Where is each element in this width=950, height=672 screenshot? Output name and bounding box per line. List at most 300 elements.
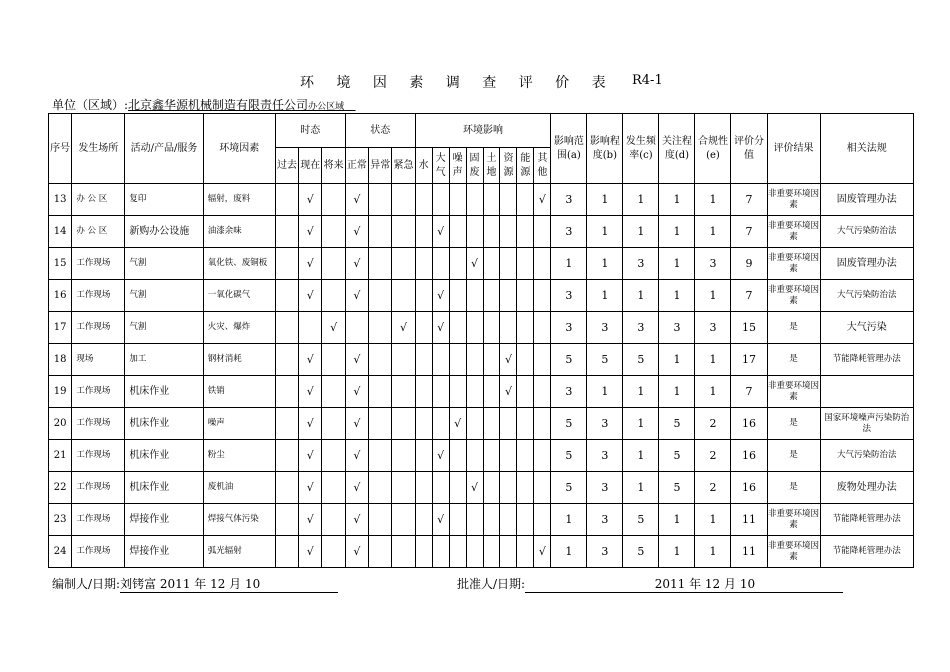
row-state-cell-2 [392, 184, 415, 216]
row-time-cell-2 [322, 472, 345, 504]
row-score: 7 [731, 376, 767, 408]
table-row [49, 408, 914, 440]
row-state-cell-2 [392, 504, 415, 536]
row-a: 3 [551, 184, 587, 216]
row-a: 1 [551, 504, 587, 536]
row-seq: 23 [49, 504, 72, 536]
unit-line [52, 96, 356, 113]
table-row [49, 472, 914, 504]
header-freq: 发生频率(c) [623, 114, 659, 184]
row-impact-cell-1: √ [432, 312, 449, 344]
header-impact-sub-0: 水 [415, 148, 432, 184]
row-time-cell-2: √ [322, 312, 345, 344]
row-impact-cell-2 [449, 344, 466, 376]
row-impact-cell-4 [483, 248, 500, 280]
row-impact-cell-6 [517, 280, 534, 312]
row-time-cell-0 [275, 216, 298, 248]
row-state-cell-0: √ [345, 216, 368, 248]
row-score: 9 [731, 248, 767, 280]
header-time: 时态 [275, 114, 345, 148]
row-impact-cell-5 [500, 184, 517, 216]
row-state-cell-0: √ [345, 184, 368, 216]
row-factor: 油漆余味 [203, 216, 275, 248]
row-state-cell-0: √ [345, 472, 368, 504]
row-state-cell-1 [369, 184, 392, 216]
row-factor: 粉尘 [203, 440, 275, 472]
header-place: 发生场所 [72, 114, 125, 184]
row-score: 7 [731, 184, 767, 216]
row-c: 5 [623, 504, 659, 536]
row-time-cell-2 [322, 248, 345, 280]
row-state-cell-1 [369, 408, 392, 440]
row-impact-cell-5 [500, 216, 517, 248]
row-result: 非重要环境因素 [767, 280, 820, 312]
row-impact-cell-4 [483, 408, 500, 440]
row-result: 是 [767, 408, 820, 440]
row-factor: 一氧化碳气 [203, 280, 275, 312]
row-law: 固废管理办法 [820, 184, 913, 216]
row-state-cell-1 [369, 440, 392, 472]
row-impact-cell-1 [432, 248, 449, 280]
row-impact-cell-6 [517, 312, 534, 344]
row-impact-cell-7: √ [534, 184, 551, 216]
row-state-cell-0: √ [345, 504, 368, 536]
row-a: 5 [551, 408, 587, 440]
row-impact-cell-7 [534, 408, 551, 440]
row-result: 是 [767, 344, 820, 376]
header-factor: 环境因素 [203, 114, 275, 184]
editor-value-text: 刘铐富 2011 年 12 月 10 [120, 577, 261, 591]
row-state-cell-1 [369, 376, 392, 408]
row-impact-cell-4 [483, 536, 500, 568]
row-impact-cell-6 [517, 376, 534, 408]
header-time-sub-1: 现在 [299, 148, 322, 184]
row-seq: 24 [49, 536, 72, 568]
header-state-sub-1: 异常 [369, 148, 392, 184]
row-time-cell-1: √ [299, 344, 322, 376]
row-score: 7 [731, 280, 767, 312]
row-impact-cell-0 [415, 216, 432, 248]
row-place: 工作现场 [72, 376, 125, 408]
row-impact-cell-6 [517, 504, 534, 536]
header-impact-sub-4: 土地 [483, 148, 500, 184]
row-time-cell-1: √ [299, 216, 322, 248]
row-factor: 弧光辐射 [203, 536, 275, 568]
header-state-sub-2: 紧急 [392, 148, 415, 184]
row-time-cell-0 [275, 184, 298, 216]
row-impact-cell-5: √ [500, 344, 517, 376]
row-time-cell-0 [275, 536, 298, 568]
row-impact-cell-2 [449, 536, 466, 568]
row-place: 工作现场 [72, 440, 125, 472]
row-state-cell-2 [392, 472, 415, 504]
row-impact-cell-0 [415, 536, 432, 568]
row-factor: 铁销 [203, 376, 275, 408]
row-time-cell-1 [299, 312, 322, 344]
row-a: 3 [551, 376, 587, 408]
row-b: 5 [587, 344, 623, 376]
row-d: 1 [659, 248, 695, 280]
row-state-cell-2 [392, 280, 415, 312]
row-seq: 21 [49, 440, 72, 472]
row-impact-cell-7 [534, 216, 551, 248]
row-impact-cell-3 [466, 536, 483, 568]
row-state-cell-1 [369, 536, 392, 568]
row-d: 5 [659, 440, 695, 472]
row-c: 1 [623, 472, 659, 504]
row-impact-cell-7 [534, 472, 551, 504]
row-c: 1 [623, 280, 659, 312]
row-state-cell-2 [392, 248, 415, 280]
row-state-cell-2 [392, 344, 415, 376]
row-time-cell-0 [275, 408, 298, 440]
row-impact-cell-5 [500, 440, 517, 472]
header-impact-sub-3: 固废 [466, 148, 483, 184]
row-factor: 噪声 [203, 408, 275, 440]
header-seq: 序号 [49, 114, 72, 184]
row-impact-cell-5 [500, 408, 517, 440]
row-impact-cell-4 [483, 184, 500, 216]
row-impact-cell-3: √ [466, 248, 483, 280]
row-activity: 气割 [125, 280, 203, 312]
row-place: 工作现场 [72, 408, 125, 440]
row-place: 办 公 区 [72, 216, 125, 248]
row-e: 2 [695, 440, 731, 472]
row-factor: 钢材消耗 [203, 344, 275, 376]
row-time-cell-2 [322, 376, 345, 408]
row-law: 大气污染防治法 [820, 216, 913, 248]
row-e: 1 [695, 504, 731, 536]
row-time-cell-1: √ [299, 280, 322, 312]
row-time-cell-2 [322, 440, 345, 472]
row-d: 1 [659, 184, 695, 216]
row-impact-cell-7 [534, 280, 551, 312]
row-result: 非重要环境因素 [767, 504, 820, 536]
row-factor: 废机油 [203, 472, 275, 504]
row-impact-cell-4 [483, 376, 500, 408]
row-impact-cell-2 [449, 472, 466, 504]
row-impact-cell-3 [466, 312, 483, 344]
row-place: 工作现场 [72, 312, 125, 344]
row-d: 1 [659, 504, 695, 536]
row-state-cell-2: √ [392, 312, 415, 344]
row-impact-cell-1 [432, 376, 449, 408]
row-impact-cell-1: √ [432, 280, 449, 312]
row-d: 1 [659, 280, 695, 312]
row-c: 1 [623, 408, 659, 440]
row-place: 工作现场 [72, 536, 125, 568]
row-b: 1 [587, 376, 623, 408]
row-impact-cell-2 [449, 440, 466, 472]
row-law: 大气污染防治法 [820, 440, 913, 472]
row-impact-cell-5 [500, 312, 517, 344]
row-law: 节能降耗管理办法 [820, 536, 913, 568]
row-e: 1 [695, 376, 731, 408]
header-impact-sub-7: 其他 [534, 148, 551, 184]
row-impact-cell-6 [517, 248, 534, 280]
row-seq: 17 [49, 312, 72, 344]
row-e: 2 [695, 472, 731, 504]
header-impact-sub-2: 噪声 [449, 148, 466, 184]
row-a: 1 [551, 248, 587, 280]
row-impact-cell-4 [483, 312, 500, 344]
row-time-cell-0 [275, 312, 298, 344]
row-seq: 13 [49, 184, 72, 216]
row-c: 1 [623, 216, 659, 248]
form-title: 环 境 因 素 调 查 评 价 表 [300, 75, 615, 91]
row-result: 是 [767, 472, 820, 504]
row-seq: 22 [49, 472, 72, 504]
row-impact-cell-3 [466, 184, 483, 216]
row-result: 非重要环境因素 [767, 248, 820, 280]
row-score: 16 [731, 472, 767, 504]
row-state-cell-1 [369, 344, 392, 376]
row-impact-cell-3 [466, 376, 483, 408]
row-time-cell-1: √ [299, 472, 322, 504]
row-e: 1 [695, 536, 731, 568]
table-row [49, 440, 914, 472]
row-score: 11 [731, 504, 767, 536]
row-law: 大气污染防治法 [820, 280, 913, 312]
row-place: 现场 [72, 344, 125, 376]
header-impact-sub-5: 资源 [500, 148, 517, 184]
row-time-cell-2 [322, 280, 345, 312]
row-result: 非重要环境因素 [767, 216, 820, 248]
row-impact-cell-4 [483, 472, 500, 504]
row-impact-cell-7: √ [534, 536, 551, 568]
row-impact-cell-4 [483, 440, 500, 472]
row-seq: 20 [49, 408, 72, 440]
row-state-cell-2 [392, 440, 415, 472]
row-activity: 机床作业 [125, 408, 203, 440]
table-row [49, 216, 914, 248]
row-e: 2 [695, 408, 731, 440]
row-state-cell-1 [369, 312, 392, 344]
unit-name: 北京鑫华源机械制造有限责任公司 [128, 98, 309, 112]
row-result: 非重要环境因素 [767, 376, 820, 408]
row-impact-cell-5: √ [500, 376, 517, 408]
row-a: 5 [551, 344, 587, 376]
row-time-cell-0 [275, 344, 298, 376]
row-b: 1 [587, 216, 623, 248]
table-row [49, 312, 914, 344]
row-factor: 焊接气体污染 [203, 504, 275, 536]
row-score: 7 [731, 216, 767, 248]
row-seq: 19 [49, 376, 72, 408]
row-state-cell-0: √ [345, 376, 368, 408]
row-time-cell-2 [322, 344, 345, 376]
row-e: 1 [695, 280, 731, 312]
row-activity: 复印 [125, 184, 203, 216]
approver-value [525, 575, 843, 593]
row-impact-cell-1: √ [432, 216, 449, 248]
row-impact-cell-4 [483, 504, 500, 536]
row-state-cell-1 [369, 472, 392, 504]
form-code: R4-1 [632, 73, 663, 88]
row-time-cell-1: √ [299, 376, 322, 408]
survey-table [48, 113, 914, 568]
row-b: 3 [587, 312, 623, 344]
row-seq: 16 [49, 280, 72, 312]
row-result: 非重要环境因素 [767, 184, 820, 216]
row-impact-cell-1 [432, 344, 449, 376]
row-impact-cell-0 [415, 248, 432, 280]
row-impact-cell-1: √ [432, 504, 449, 536]
row-d: 1 [659, 216, 695, 248]
row-b: 3 [587, 408, 623, 440]
row-activity: 焊接作业 [125, 504, 203, 536]
row-state-cell-1 [369, 248, 392, 280]
row-impact-cell-0 [415, 184, 432, 216]
row-impact-cell-0 [415, 376, 432, 408]
row-a: 5 [551, 440, 587, 472]
row-time-cell-0 [275, 248, 298, 280]
row-impact-cell-7 [534, 440, 551, 472]
row-activity: 新购办公设施 [125, 216, 203, 248]
row-score: 16 [731, 408, 767, 440]
header-impact: 环境影响 [415, 114, 551, 148]
header-activity: 活动/产品/服务 [125, 114, 203, 184]
table-row [49, 344, 914, 376]
row-place: 工作现场 [72, 472, 125, 504]
row-state-cell-2 [392, 536, 415, 568]
row-result: 是 [767, 312, 820, 344]
row-seq: 15 [49, 248, 72, 280]
approver-label: 批准人/日期: [457, 577, 526, 591]
row-c: 5 [623, 344, 659, 376]
row-impact-cell-4 [483, 280, 500, 312]
row-impact-cell-2 [449, 184, 466, 216]
header-result: 评价结果 [767, 114, 820, 184]
table-row [49, 248, 914, 280]
row-d: 5 [659, 408, 695, 440]
row-impact-cell-2 [449, 280, 466, 312]
row-score: 16 [731, 440, 767, 472]
row-impact-cell-6 [517, 344, 534, 376]
row-impact-cell-2 [449, 248, 466, 280]
row-c: 5 [623, 536, 659, 568]
row-a: 3 [551, 280, 587, 312]
row-activity: 气割 [125, 312, 203, 344]
row-b: 1 [587, 184, 623, 216]
row-impact-cell-3 [466, 216, 483, 248]
header-score: 评价分值 [731, 114, 767, 184]
row-place: 办 公 区 [72, 184, 125, 216]
row-seq: 14 [49, 216, 72, 248]
row-impact-cell-7 [534, 344, 551, 376]
row-time-cell-2 [322, 184, 345, 216]
row-impact-cell-0 [415, 472, 432, 504]
unit-area: 办公区域 [308, 102, 345, 112]
row-b: 3 [587, 440, 623, 472]
header-concern: 关注程度(d) [659, 114, 695, 184]
row-seq: 18 [49, 344, 72, 376]
row-law: 废物处理办法 [820, 472, 913, 504]
header-impact-sub-1: 大气 [432, 148, 449, 184]
row-time-cell-0 [275, 280, 298, 312]
row-impact-cell-5 [500, 248, 517, 280]
row-e: 1 [695, 216, 731, 248]
row-state-cell-0: √ [345, 408, 368, 440]
row-time-cell-1: √ [299, 440, 322, 472]
row-factor: 氧化铁、废铜板 [203, 248, 275, 280]
row-factor: 辐射，废料 [203, 184, 275, 216]
row-impact-cell-0 [415, 312, 432, 344]
header-state: 状态 [345, 114, 415, 148]
row-activity: 机床作业 [125, 376, 203, 408]
row-state-cell-0: √ [345, 440, 368, 472]
row-state-cell-2 [392, 376, 415, 408]
row-c: 1 [623, 376, 659, 408]
row-d: 5 [659, 472, 695, 504]
row-impact-cell-0 [415, 280, 432, 312]
row-e: 3 [695, 248, 731, 280]
row-place: 工作现场 [72, 248, 125, 280]
row-state-cell-1 [369, 280, 392, 312]
row-impact-cell-6 [517, 440, 534, 472]
row-state-cell-2 [392, 216, 415, 248]
row-impact-cell-5 [500, 280, 517, 312]
row-state-cell-0: √ [345, 536, 368, 568]
row-impact-cell-1 [432, 472, 449, 504]
row-d: 1 [659, 344, 695, 376]
table-row [49, 376, 914, 408]
approver-value-text: 2011 年 12 月 10 [654, 577, 756, 591]
editor-value [120, 575, 338, 593]
row-b: 3 [587, 536, 623, 568]
row-impact-cell-1 [432, 408, 449, 440]
row-a: 5 [551, 472, 587, 504]
row-c: 1 [623, 440, 659, 472]
row-time-cell-1: √ [299, 504, 322, 536]
row-d: 1 [659, 536, 695, 568]
row-activity: 气割 [125, 248, 203, 280]
row-impact-cell-5 [500, 472, 517, 504]
row-time-cell-2 [322, 504, 345, 536]
row-time-cell-2 [322, 216, 345, 248]
row-impact-cell-2: √ [449, 408, 466, 440]
header-time-sub-2: 将来 [322, 148, 345, 184]
row-activity: 加工 [125, 344, 203, 376]
row-impact-cell-3 [466, 280, 483, 312]
row-b: 1 [587, 280, 623, 312]
row-impact-cell-0 [415, 408, 432, 440]
row-a: 3 [551, 216, 587, 248]
row-impact-cell-1 [432, 184, 449, 216]
table-row [49, 184, 914, 216]
row-b: 3 [587, 472, 623, 504]
row-activity: 机床作业 [125, 440, 203, 472]
row-impact-cell-6 [517, 216, 534, 248]
row-impact-cell-3 [466, 344, 483, 376]
row-time-cell-2 [322, 536, 345, 568]
editor-line [52, 575, 338, 593]
editor-label: 编制人/日期: [52, 577, 121, 591]
row-score: 17 [731, 344, 767, 376]
row-state-cell-1 [369, 504, 392, 536]
row-time-cell-2 [322, 408, 345, 440]
row-state-cell-2 [392, 408, 415, 440]
header-range: 影响范围(a) [551, 114, 587, 184]
row-impact-cell-1: √ [432, 440, 449, 472]
row-impact-cell-1 [432, 536, 449, 568]
row-e: 1 [695, 344, 731, 376]
row-state-cell-0 [345, 312, 368, 344]
row-impact-cell-6 [517, 184, 534, 216]
row-time-cell-1: √ [299, 536, 322, 568]
approver-line [457, 575, 843, 593]
row-impact-cell-7 [534, 312, 551, 344]
